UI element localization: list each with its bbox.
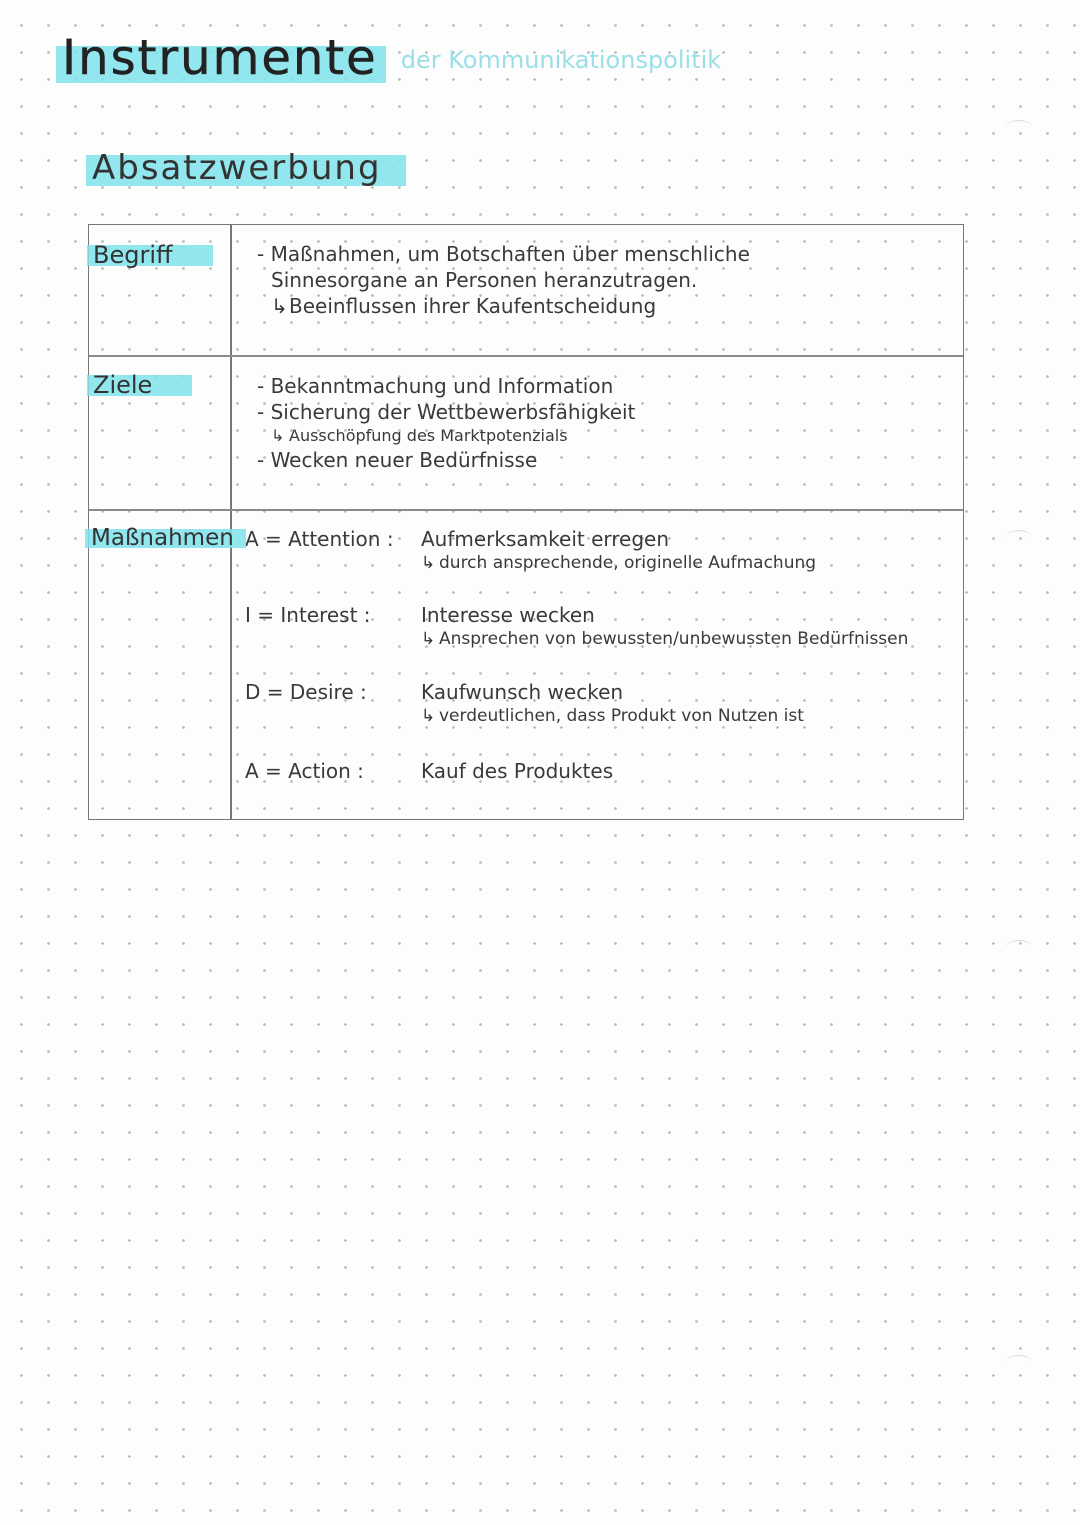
ziele-line: Ausschöpfung des Marktpotenzials (289, 426, 568, 445)
row-label-massnahmen: Maßnahmen (91, 525, 234, 551)
arrow-icon: ↳ (421, 553, 436, 573)
aida-value: Kaufwunsch wecken (421, 680, 624, 704)
begriff-line: Sinnesorgane an Personen heranzutragen. (271, 268, 698, 292)
title-sub: der Kommunikationspolitik (400, 46, 722, 74)
row-content-ziele (257, 373, 635, 473)
aida-key: A = Action : (245, 759, 364, 783)
punch-hole-mark (1006, 120, 1032, 135)
arrow-icon: ↳ (271, 294, 288, 318)
row-label-ziele: Ziele (93, 371, 153, 399)
begriff-line: Beeinflussen ihrer Kaufentscheidung (289, 294, 657, 318)
row-divider (89, 355, 963, 357)
aida-value: Interesse wecken (421, 603, 595, 627)
arrow-icon: ↳ (271, 426, 285, 445)
begriff-line: - Maßnahmen, um Botschaften über menschliche (257, 242, 750, 266)
row-divider (89, 509, 963, 511)
aida-key: A = Attention : (245, 527, 394, 551)
ziele-line: - Bekanntmachung und Information (257, 374, 614, 398)
ziele-line: - Wecken neuer Bedürfnisse (257, 448, 538, 472)
aida-item-attention (245, 527, 816, 575)
row-content-begriff (257, 241, 750, 319)
aida-key: I = Interest : (245, 603, 371, 627)
aida-value: Kauf des Produktes (421, 759, 614, 783)
aida-note: Ansprechen von bewussten/unbewussten Bedürfnissen (439, 629, 909, 649)
row-label-begriff: Begriff (93, 241, 173, 269)
section-title (92, 148, 382, 188)
column-divider (230, 225, 232, 819)
aida-note: verdeutlichen, dass Produkt von Nutzen ist (439, 706, 804, 726)
aida-item-interest (245, 603, 908, 651)
arrow-icon: ↳ (421, 629, 436, 649)
title-main: Instrumente (62, 30, 378, 86)
aida-value: Aufmerksamkeit erregen (421, 527, 670, 551)
aida-item-desire (245, 680, 804, 728)
ziele-line: - Sicherung der Wettbewerbsfähigkeit (257, 400, 636, 424)
section-title-text: Absatzwerbung (92, 148, 382, 188)
aida-key: D = Desire : (245, 680, 367, 704)
page-title (62, 30, 721, 86)
punch-hole-mark (1006, 1355, 1032, 1370)
arrow-icon: ↳ (421, 706, 436, 726)
punch-hole-mark (1006, 530, 1032, 545)
notes-table (88, 224, 964, 820)
punch-hole-mark (1006, 940, 1032, 955)
aida-item-action (245, 759, 613, 783)
aida-note: durch ansprechende, originelle Aufmachung (439, 553, 817, 573)
